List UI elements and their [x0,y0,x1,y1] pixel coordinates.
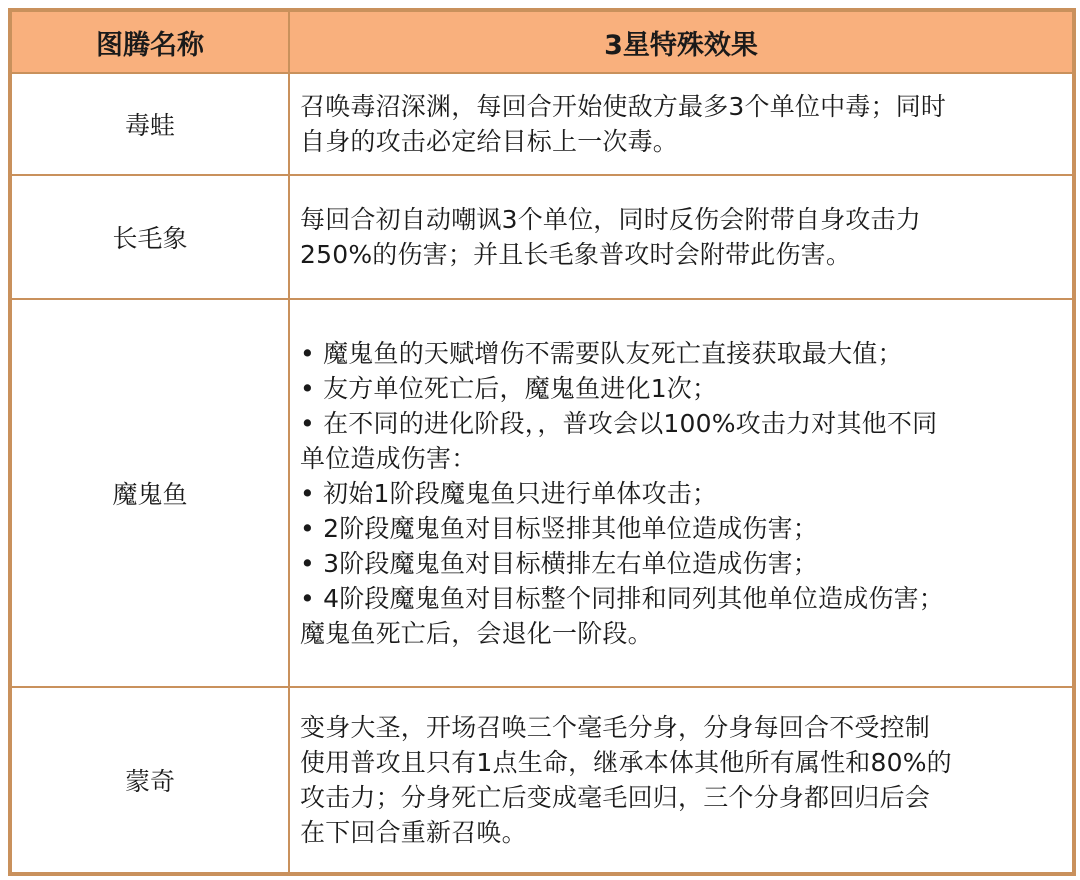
effect-line: 自身的攻击必定给目标上一次毒。 [300,127,679,156]
effect-cell [289,299,1073,687]
effect-line: • 初始1阶段魔鬼鱼只进行单体攻击； [300,478,718,508]
table-row [11,687,1073,873]
effect-line: • 友方单位死亡后，魔鬼鱼进化1次； [300,373,718,403]
effect-cell [289,175,1073,299]
effect-line: 250%的伤害；并且长毛象普攻时会附带此伤害。 [300,240,852,269]
table-row [11,299,1073,687]
effects-table [10,10,1074,874]
effect-line: • 3阶段魔鬼鱼对目标横排左右单位造成伤害； [300,548,819,578]
effect-line: 攻击力；分身死亡后变成毫毛回归，三个分身都回归后会 [300,783,931,812]
header-star3-effect: 3星特殊效果 [289,11,1073,73]
effect-line: • 在不同的进化阶段，，普攻会以100%攻击力对其他不同 [300,408,938,438]
table-body [11,73,1073,873]
table-row [11,175,1073,299]
effect-line: 在下回合重新召唤。 [300,818,527,847]
effect-line: • 2阶段魔鬼鱼对目标竖排其他单位造成伤害； [300,513,819,543]
effect-line: 变身大圣，开场召唤三个毫毛分身，分身每回合不受控制 [300,713,931,742]
effect-line: 召唤毒沼深渊，每回合开始使敌方最多3个单位中毒；同时 [300,92,947,121]
effect-line: 使用普攻且只有1点生命，继承本体其他所有属性和80%的 [300,748,952,777]
totem-name-cell: 魔鬼鱼 [11,299,289,687]
effect-line: 魔鬼鱼死亡后，会退化一阶段。 [300,618,653,648]
effect-line: 每回合初自动嘲讽3个单位，同时反伤会附带自身攻击力 [300,205,921,234]
header-row [11,11,1073,73]
header-totem-name: 图腾名称 [11,11,289,73]
effect-cell [289,73,1073,175]
totem-name-cell: 蒙奇 [11,687,289,873]
table-header [11,11,1073,73]
effect-cell [289,687,1073,873]
totem-name-cell: 长毛象 [11,175,289,299]
totem-name-cell: 毒蛙 [11,73,289,175]
totem-effects-table [8,8,1076,876]
effect-line: • 魔鬼鱼的天赋增伤不需要队友死亡直接获取最大值； [300,338,903,368]
effect-line: • 4阶段魔鬼鱼对目标整个同排和同列其他单位造成伤害； [300,583,945,613]
effect-line: 单位造成伤害： [300,443,477,473]
table-row [11,73,1073,175]
